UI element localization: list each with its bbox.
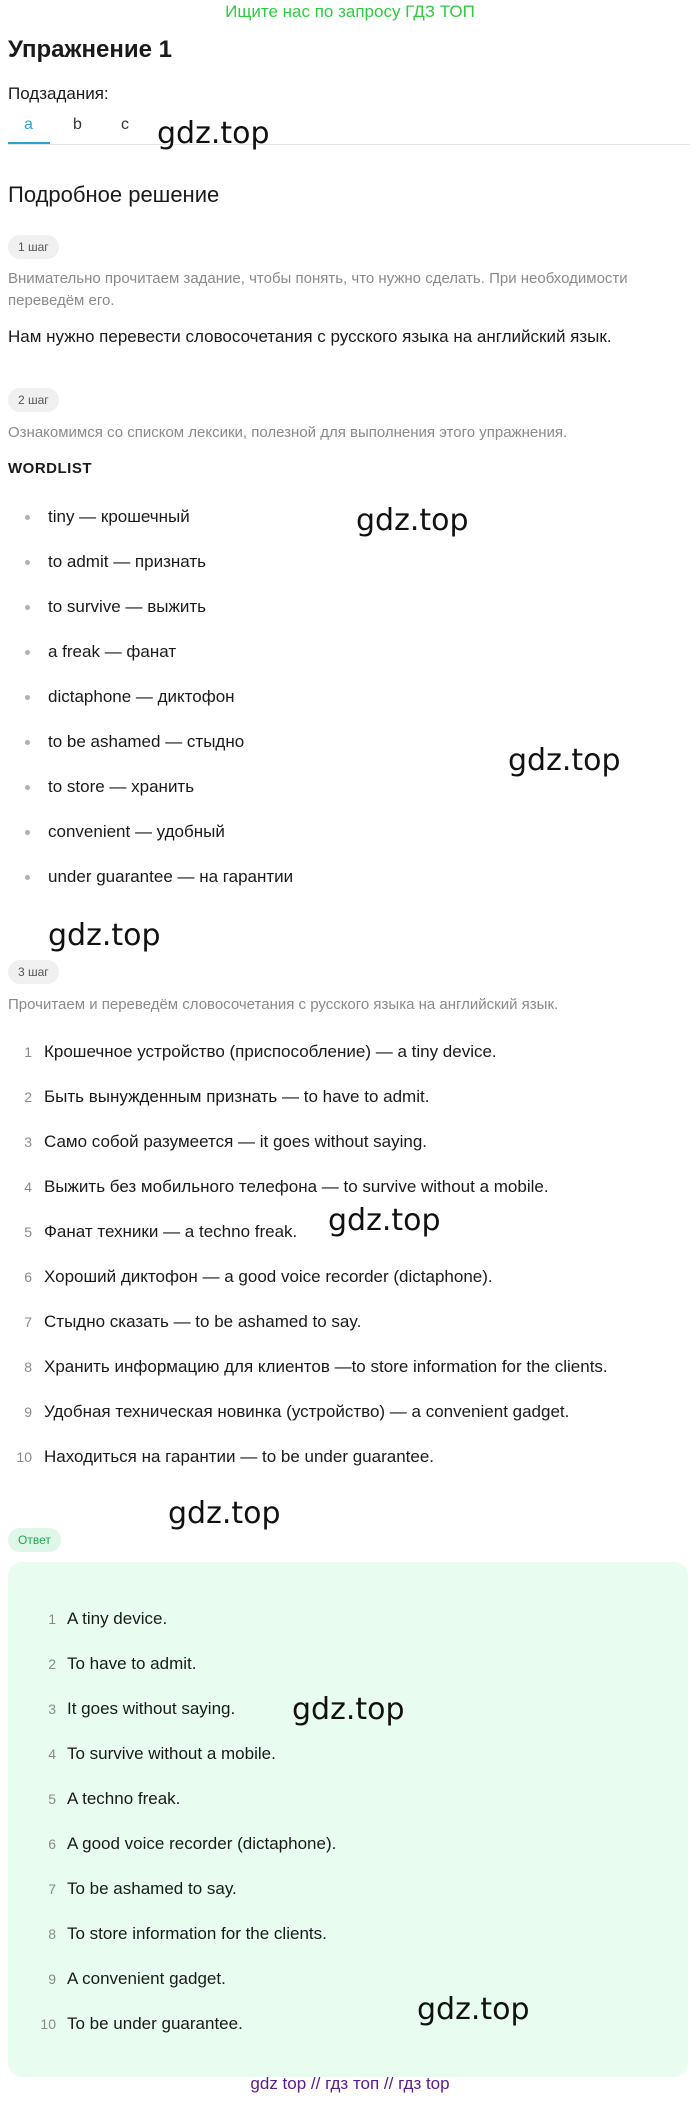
list-item: 2 To have to admit.	[48, 1654, 197, 1673]
list-item: 5 A techno freak.	[48, 1789, 181, 1808]
watermark: gdz.top	[292, 1692, 405, 1727]
step-note-2: Ознакомимся со списком лексики, полезной для выполнения этого упражнения.	[8, 424, 568, 441]
wordlist	[0, 506, 700, 911]
answer-list	[0, 1608, 700, 2058]
list-item: to be ashamed — стыдно	[0, 731, 700, 776]
list-item: 7 To be ashamed to say.	[48, 1879, 237, 1898]
list-item: dictaphone — диктофон	[0, 686, 700, 731]
bullet-icon	[25, 605, 30, 610]
list-item: 6 A good voice recorder (dictaphone).	[48, 1834, 337, 1853]
watermark: gdz.top	[328, 1203, 441, 1238]
bullet-icon	[25, 740, 30, 745]
tab-b[interactable]: b	[73, 116, 82, 133]
watermark: gdz.top	[48, 918, 161, 953]
page-title: Упражнение 1	[8, 36, 172, 63]
bullet-icon	[25, 830, 30, 835]
subtasks-label: Подзадания:	[8, 84, 109, 103]
list-item: 1 A tiny device.	[48, 1609, 168, 1628]
footer-links[interactable]: gdz top // гдз топ // гдз top	[250, 2074, 450, 2093]
tab-c[interactable]: c	[121, 116, 129, 133]
list-item: a freak — фанат	[0, 641, 700, 686]
list-item: 8 Хранить информацию для клиентов —to store information for the clients.	[24, 1357, 608, 1376]
list-item: 9 Удобная техническая новинка (устройство) — a convenient gadget.	[24, 1402, 570, 1421]
list-item: under guarantee — на гарантии	[0, 866, 700, 911]
watermark: gdz.top	[356, 503, 469, 538]
watermark: gdz.top	[417, 1992, 530, 2027]
list-item: 3 It goes without saying.	[48, 1699, 236, 1718]
solution-heading: Подробное решение	[8, 182, 220, 207]
translation-list	[0, 1041, 700, 1491]
step-note-1: Внимательно прочитаем задание, чтобы понять, что нужно сделать. При необходимости переведём его.	[8, 270, 628, 309]
bullet-icon	[25, 785, 30, 790]
list-item: 1 Крошечное устройство (приспособление) — a tiny device.	[24, 1042, 497, 1061]
wordlist-heading: WORDLIST	[8, 460, 92, 477]
bullet-icon	[25, 560, 30, 565]
step-text-1: Нам нужно перевести словосочетания с русского языка на английский язык.	[8, 327, 612, 346]
list-item: convenient — удобный	[0, 821, 700, 866]
subtask-tabs	[8, 112, 690, 145]
watermark: gdz.top	[508, 743, 621, 778]
list-item: 10 To be under guarantee.	[40, 2014, 243, 2033]
list-item: tiny — крошечный	[0, 506, 700, 551]
step-badge-3: 3 шаг	[8, 960, 59, 984]
watermark: gdz.top	[168, 1496, 281, 1531]
list-item: 9 A convenient gadget.	[48, 1969, 226, 1988]
list-item: 5 Фанат техники — a techno freak.	[24, 1222, 298, 1241]
bullet-icon	[25, 650, 30, 655]
list-item: 4 Выжить без мобильного телефона — to survive without a mobile.	[24, 1177, 549, 1196]
list-item: 6 Хороший диктофон — a good voice recorder (dictaphone).	[24, 1267, 493, 1286]
list-item: 10 Находиться на гарантии — to be under guarantee.	[16, 1447, 435, 1466]
promo-banner[interactable]: Ищите нас по запросу ГДЗ ТОП	[225, 2, 475, 21]
list-item: 4 To survive without a mobile.	[48, 1744, 276, 1763]
step-note-3: Прочитаем и переведём словосочетания с русского языка на английский язык.	[8, 996, 559, 1013]
bullet-icon	[25, 695, 30, 700]
list-item: to admit — признать	[0, 551, 700, 596]
list-item: 7 Стыдно сказать — to be ashamed to say.	[24, 1312, 362, 1331]
step-badge-1: 1 шаг	[8, 235, 59, 259]
list-item: 8 To store information for the clients.	[48, 1924, 327, 1943]
watermark: gdz.top	[157, 116, 270, 151]
list-item: 2 Быть вынужденным признать — to have to admit.	[24, 1087, 430, 1106]
answer-badge: Ответ	[8, 1528, 61, 1552]
list-item: to survive — выжить	[0, 596, 700, 641]
list-item: 3 Само собой разумеется — it goes without saying.	[24, 1132, 428, 1151]
bullet-icon	[25, 875, 30, 880]
tab-a[interactable]: a	[24, 116, 33, 133]
bullet-icon	[25, 515, 30, 520]
step-badge-2: 2 шаг	[8, 388, 59, 412]
list-item: to store — хранить	[0, 776, 700, 821]
active-tab-indicator	[8, 142, 50, 144]
